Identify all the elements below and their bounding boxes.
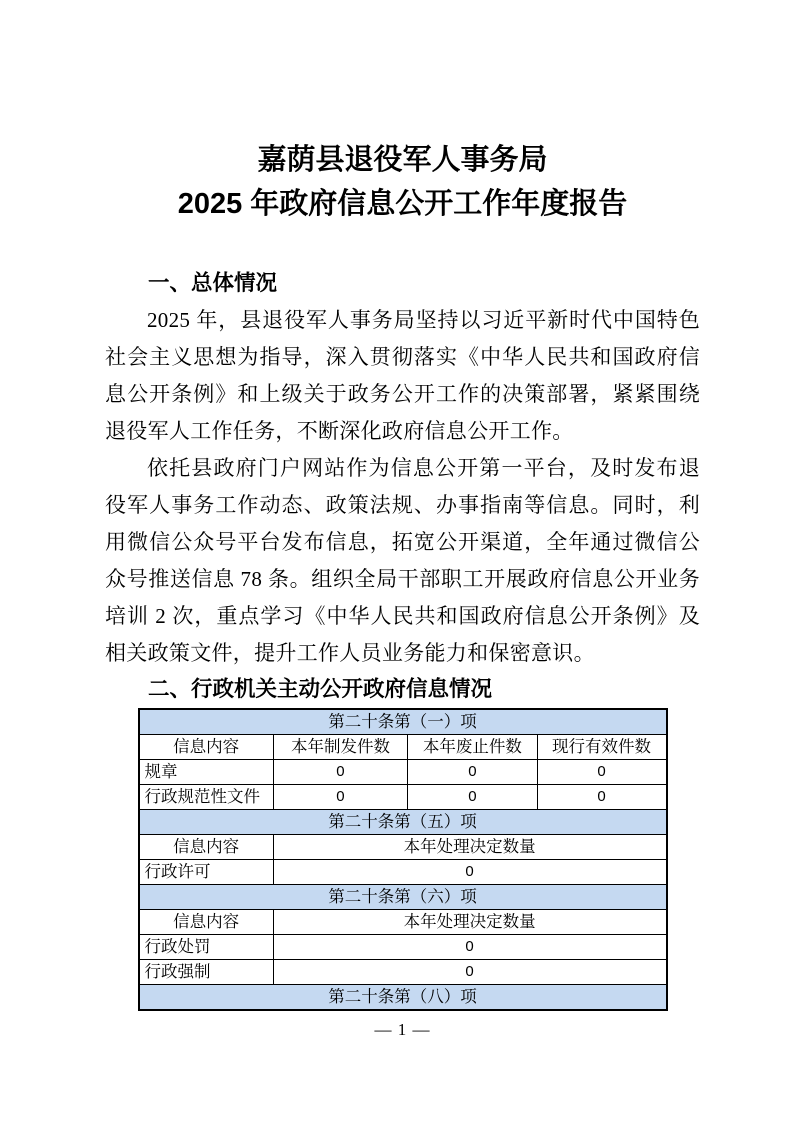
table-row — [139, 785, 667, 810]
table-header-row — [139, 910, 667, 935]
document-title-line-2: 2025 年政府信息公开工作年度报告 — [177, 188, 628, 220]
table-section-title: 第二十条第（一）项 — [139, 709, 667, 735]
column-header: 信息内容 — [139, 910, 274, 935]
column-header: 本年制发件数 — [273, 735, 408, 760]
table-section-title-row — [139, 985, 667, 1011]
table-row — [139, 860, 667, 885]
table-section-title-row — [139, 709, 667, 735]
section-2-heading: 二、行政机关主动公开政府信息情况 — [148, 677, 493, 701]
table-row — [139, 935, 667, 960]
cell-value: 0 — [273, 860, 666, 885]
column-header: 本年处理决定数量 — [273, 910, 666, 935]
cell-value: 0 — [273, 935, 666, 960]
cell-value: 0 — [273, 760, 408, 785]
cell-value: 0 — [408, 785, 537, 810]
table-section-title-row — [139, 885, 667, 910]
column-header: 信息内容 — [139, 835, 274, 860]
row-label: 行政处罚 — [139, 935, 274, 960]
cell-value: 0 — [537, 760, 666, 785]
column-header: 现行有效件数 — [537, 735, 666, 760]
cell-value: 0 — [273, 785, 408, 810]
cell-value: 0 — [537, 785, 666, 810]
section-1-heading: 一、总体情况 — [148, 271, 278, 295]
row-label: 行政许可 — [139, 860, 274, 885]
table-section-title: 第二十条第（五）项 — [139, 810, 667, 835]
row-label: 规章 — [139, 760, 274, 785]
info-disclosure-table — [138, 708, 668, 1011]
column-header: 本年处理决定数量 — [273, 835, 666, 860]
cell-value: 0 — [408, 760, 537, 785]
page-number: — 1 — — [374, 1020, 431, 1039]
table-header-row — [139, 735, 667, 760]
column-header: 本年废止件数 — [408, 735, 537, 760]
document-title-line-1: 嘉荫县退役军人事务局 — [257, 144, 548, 176]
document-title — [105, 138, 700, 226]
row-label: 行政规范性文件 — [139, 785, 274, 810]
column-header: 信息内容 — [139, 735, 274, 760]
table-section-title: 第二十条第（八）项 — [139, 985, 667, 1011]
table-section-title: 第二十条第（六）项 — [139, 885, 667, 910]
cell-value: 0 — [273, 960, 666, 985]
table-row — [139, 760, 667, 785]
section-1-paragraph-1: 2025 年，县退役军人事务局坚持以习近平新时代中国特色社会主义思想为指导，深入贯彻落实《中华人民共和国政府信息公开条例》和上级关于政务公开工作的决策部署，紧紧围绕退役军人工作任务，不断深化政府信息公开工作。 — [105, 308, 700, 443]
table-section-title-row — [139, 810, 667, 835]
section-1-paragraph-2: 依托县政府门户网站作为信息公开第一平台，及时发布退役军人事务工作动态、政策法规、办事指南等信息。同时，利用微信公众号平台发布信息，拓宽公开渠道，全年通过微信公众号推送信息 78 条。组织全局干部职工开展政府信息公开业务培训 2 次，重点学习《中华人民共和国政府信息公开条例》及相关政策文件，提升工作人员业务能力和保密意识。 — [105, 456, 700, 665]
table-header-row — [139, 835, 667, 860]
table-row — [139, 960, 667, 985]
row-label: 行政强制 — [139, 960, 274, 985]
